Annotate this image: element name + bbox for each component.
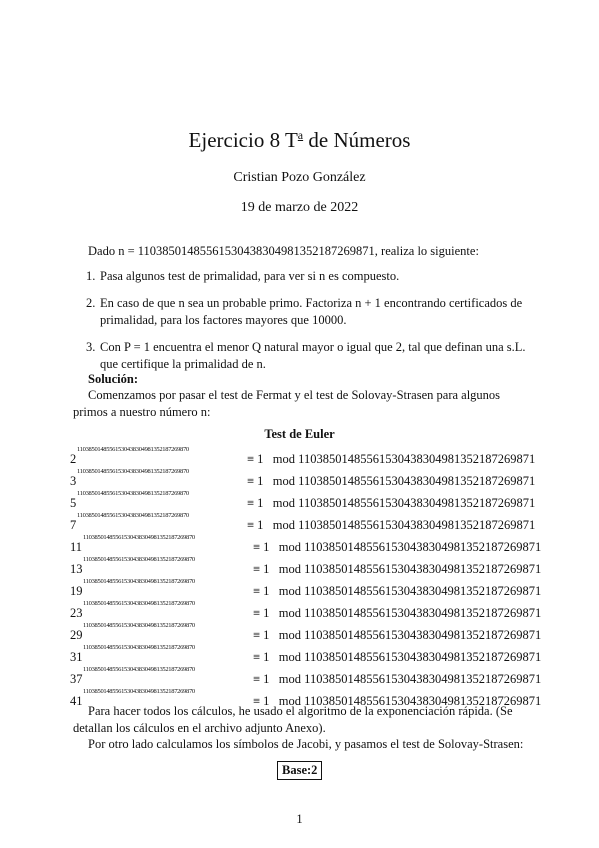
task-text: Pasa algunos test de primalidad, para ver si n es compuesto.: [100, 269, 400, 283]
row-modulus: 110385014855615304383049813521872698​71: [304, 584, 542, 598]
document-date: 19 de marzo de 2022: [240, 200, 359, 215]
congruence-symbol: ≡ 1 mod: [247, 452, 299, 466]
row-base: 5: [70, 496, 77, 510]
task-item: [86, 339, 533, 373]
row-base: 29: [70, 628, 83, 642]
jacobi-paragraph: Por otro lado calculamos los símbolos de Jacobi, y pasamos el test de Solovay-Strasen:: [88, 737, 524, 751]
row-congruence: [253, 672, 541, 687]
euler-row: [70, 446, 540, 468]
test-heading: Test de Euler: [264, 427, 335, 441]
congruence-symbol: ≡ 1 mod: [253, 650, 305, 664]
title-main: Ejercicio 8 T: [188, 128, 298, 152]
task-item: [86, 268, 533, 285]
euler-test-rows: [70, 446, 540, 710]
euler-row: [70, 534, 540, 556]
row-modulus: 110385014855615304383049813521872698​71: [304, 694, 542, 708]
row-base: 31: [70, 650, 83, 664]
euler-row: [70, 666, 540, 688]
congruence-symbol: ≡ 1 mod: [253, 584, 305, 598]
row-base: 41: [70, 694, 83, 708]
row-base: 13: [70, 562, 83, 576]
row-exponent: 110385014855615304383049813521872698​70: [83, 534, 195, 541]
congruence-symbol: ≡ 1 mod: [253, 694, 305, 708]
solution-paragraph: Comenzamos por pasar el test de Fermat y el test de Solovay-Strasen para algunos primos a nuestro número n:: [73, 388, 501, 419]
row-exponent: 110385014855615304383049813521872698​70: [83, 622, 195, 629]
row-exponent: 110385014855615304383049813521872698​70: [83, 578, 195, 585]
row-congruence: [247, 452, 535, 467]
congruence-symbol: ≡ 1 mod: [253, 628, 305, 642]
row-exponent: 110385014855615304383049813521872698​70: [83, 600, 195, 607]
congruence-symbol: ≡ 1 mod: [247, 474, 299, 488]
row-modulus: 110385014855615304383049813521872698​71: [304, 672, 542, 686]
row-congruence: [253, 562, 541, 577]
euler-row: [70, 644, 540, 666]
method-paragraph: Para hacer todos los cálculos, he usado el algoritmo de la exponenciación rápida. (Se detallan los cálculos en el archivo adjunto Anexo).: [73, 704, 513, 735]
row-modulus: 110385014855615304383049813521872698​71: [298, 518, 536, 532]
page-number: 1: [296, 812, 303, 826]
euler-row: [70, 622, 540, 644]
row-exponent: 110385014855615304383049813521872698​70: [77, 490, 189, 497]
task-number: 2.: [86, 296, 96, 310]
euler-row: [70, 512, 540, 534]
row-modulus: 110385014855615304383049813521872698​71: [304, 606, 542, 620]
row-congruence: [253, 584, 541, 599]
row-modulus: 110385014855615304383049813521872698​71: [304, 650, 542, 664]
row-exponent: 110385014855615304383049813521872698​70: [77, 446, 189, 453]
row-base: 3: [70, 474, 77, 488]
row-congruence: [247, 496, 535, 511]
row-congruence: [247, 518, 535, 533]
congruence-symbol: ≡ 1 mod: [253, 606, 305, 620]
task-text: En caso de que n sea un probable primo. Factoriza n + 1 encontrando certificados de primalidad, para los factores mayores que 10000.: [100, 296, 523, 327]
row-exponent: 110385014855615304383049813521872698​70: [83, 556, 195, 563]
base-box: Base:2: [277, 761, 322, 780]
congruence-symbol: ≡ 1 mod: [253, 562, 305, 576]
task-number: 1.: [86, 269, 96, 283]
title-superscript: a: [297, 128, 304, 142]
document-title: [0, 128, 599, 153]
row-base: 11: [70, 540, 83, 554]
task-number: 3.: [86, 340, 96, 354]
euler-row: [70, 578, 540, 600]
row-congruence: [253, 540, 541, 555]
row-exponent: 110385014855615304383049813521872698​70: [83, 688, 195, 695]
intro-paragraph: Dado n = 110385014855615304383049813521872698​71, realiza lo siguiente:: [88, 244, 479, 258]
euler-row: [70, 600, 540, 622]
row-exponent: 110385014855615304383049813521872698​70: [83, 666, 195, 673]
row-exponent: 110385014855615304383049813521872698​70: [77, 512, 189, 519]
row-congruence: [253, 628, 541, 643]
euler-row: [70, 490, 540, 512]
congruence-symbol: ≡ 1 mod: [253, 672, 305, 686]
task-text: Con P = 1 encuentra el menor Q natural mayor o igual que 2, tal que definan una s.L. que certifique la primalidad de n.: [100, 340, 526, 371]
row-congruence: [253, 650, 541, 665]
task-list: [86, 268, 533, 383]
congruence-symbol: ≡ 1 mod: [247, 518, 299, 532]
row-base: 7: [70, 518, 77, 532]
row-modulus: 110385014855615304383049813521872698​71: [304, 628, 542, 642]
congruence-symbol: ≡ 1 mod: [247, 496, 299, 510]
row-base: 2: [70, 452, 77, 466]
row-exponent: 110385014855615304383049813521872698​70: [83, 644, 195, 651]
euler-row: [70, 468, 540, 490]
row-base: 37: [70, 672, 83, 686]
title-rest: de Números: [303, 128, 411, 152]
row-congruence: [253, 606, 541, 621]
row-base: 19: [70, 584, 83, 598]
row-base: 23: [70, 606, 83, 620]
author-name: Cristian Pozo González: [233, 170, 366, 185]
row-modulus: 110385014855615304383049813521872698​71: [298, 474, 536, 488]
euler-row: [70, 556, 540, 578]
row-congruence: [247, 474, 535, 489]
congruence-symbol: ≡ 1 mod: [253, 540, 305, 554]
row-modulus: 110385014855615304383049813521872698​71: [298, 496, 536, 510]
solution-heading: Solución:: [88, 372, 139, 386]
row-modulus: 110385014855615304383049813521872698​71: [298, 452, 536, 466]
task-item: [86, 295, 533, 329]
row-modulus: 110385014855615304383049813521872698​71: [304, 562, 542, 576]
row-exponent: 110385014855615304383049813521872698​70: [77, 468, 189, 475]
row-modulus: 110385014855615304383049813521872698​71: [304, 540, 542, 554]
